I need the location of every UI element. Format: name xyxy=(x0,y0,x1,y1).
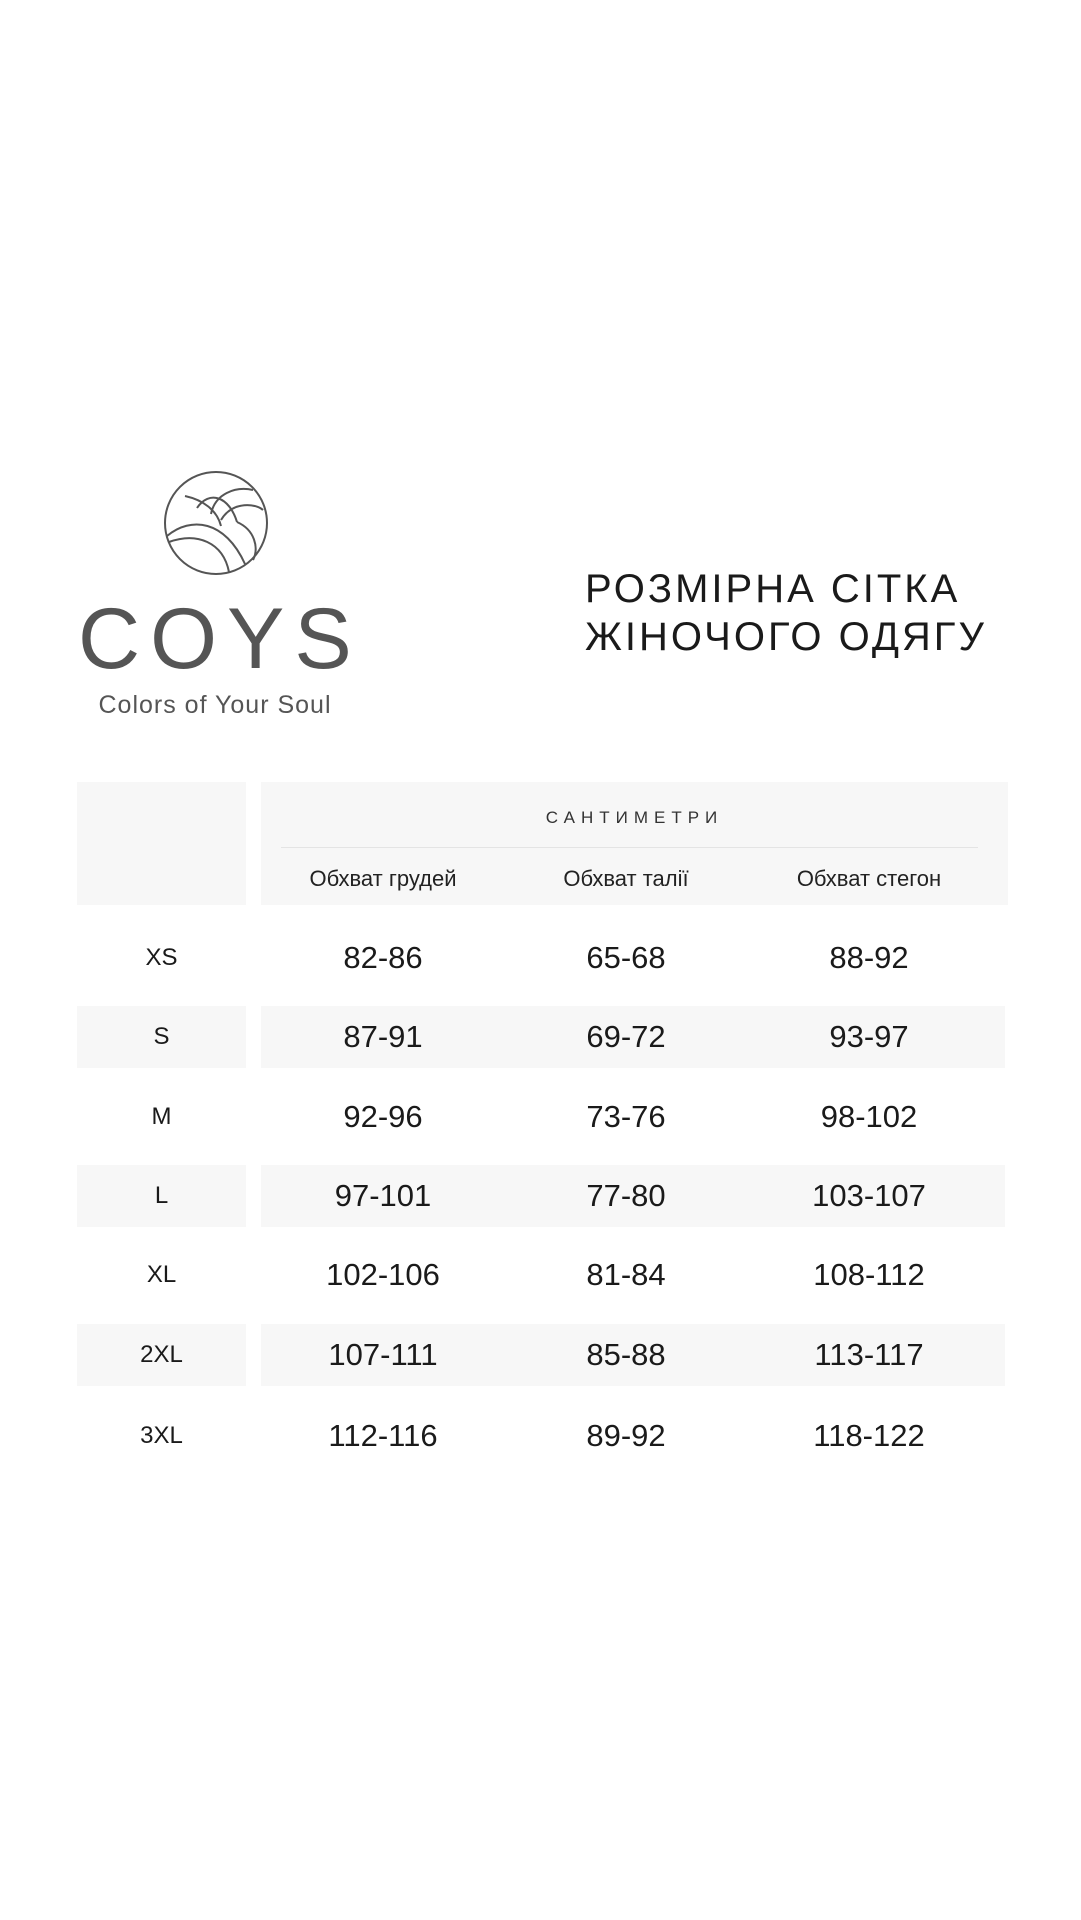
table-header-corner xyxy=(77,782,246,905)
bust-value: 107-111 xyxy=(328,1337,438,1372)
header-divider xyxy=(281,847,978,848)
page-title xyxy=(585,565,1045,661)
hips-value: 108-112 xyxy=(813,1257,925,1292)
waist-value: 65-68 xyxy=(586,940,666,975)
page-title-line-1: РОЗМІРНА СІТКА xyxy=(585,566,961,611)
table-row-xl xyxy=(0,1244,1081,1306)
table-row-2xl xyxy=(0,1324,1081,1386)
hips-value: 103-107 xyxy=(812,1178,926,1213)
brand-tagline: Colors of Your Soul xyxy=(98,691,332,719)
table-header xyxy=(261,782,1008,905)
waist-value: 81-84 xyxy=(586,1257,666,1292)
table-row-m xyxy=(0,1086,1081,1148)
table-row-3xl xyxy=(0,1405,1081,1467)
size-label: 3XL xyxy=(140,1422,183,1449)
hips-value: 93-97 xyxy=(829,1019,909,1054)
waist-value: 73-76 xyxy=(586,1099,666,1134)
size-label: XS xyxy=(145,944,178,971)
bust-value: 87-91 xyxy=(343,1019,423,1054)
hips-value: 118-122 xyxy=(813,1418,925,1453)
waist-value: 89-92 xyxy=(586,1418,666,1453)
hips-value: 88-92 xyxy=(829,940,909,975)
hips-value: 98-102 xyxy=(820,1099,918,1134)
column-header-waist: Обхват талії xyxy=(563,866,689,891)
bust-value: 112-116 xyxy=(328,1418,438,1453)
waist-value: 85-88 xyxy=(586,1337,666,1372)
size-label: S xyxy=(153,1023,170,1050)
table-row-l xyxy=(0,1165,1081,1227)
column-header-bust: Обхват грудей xyxy=(309,866,457,891)
hips-value: 113-117 xyxy=(814,1337,924,1372)
size-label: M xyxy=(151,1103,172,1130)
brand-name: COYS xyxy=(78,591,362,687)
table-row-s xyxy=(0,1006,1081,1068)
bust-value: 102-106 xyxy=(326,1257,440,1292)
lotus-circle-icon xyxy=(163,470,269,576)
table-row-xs xyxy=(0,927,1081,989)
bust-value: 82-86 xyxy=(343,940,423,975)
waist-value: 69-72 xyxy=(586,1019,666,1054)
size-label: L xyxy=(154,1182,169,1209)
column-header-hips: Обхват стегон xyxy=(796,866,942,891)
unit-label: САНТИМЕТРИ xyxy=(545,808,724,827)
size-label: 2XL xyxy=(140,1341,183,1368)
size-label: XL xyxy=(146,1261,177,1288)
waist-value: 77-80 xyxy=(586,1178,666,1213)
bust-value: 97-101 xyxy=(334,1178,432,1213)
page-title-line-2: ЖІНОЧОГО ОДЯГУ xyxy=(585,614,987,659)
bust-value: 92-96 xyxy=(343,1099,423,1134)
